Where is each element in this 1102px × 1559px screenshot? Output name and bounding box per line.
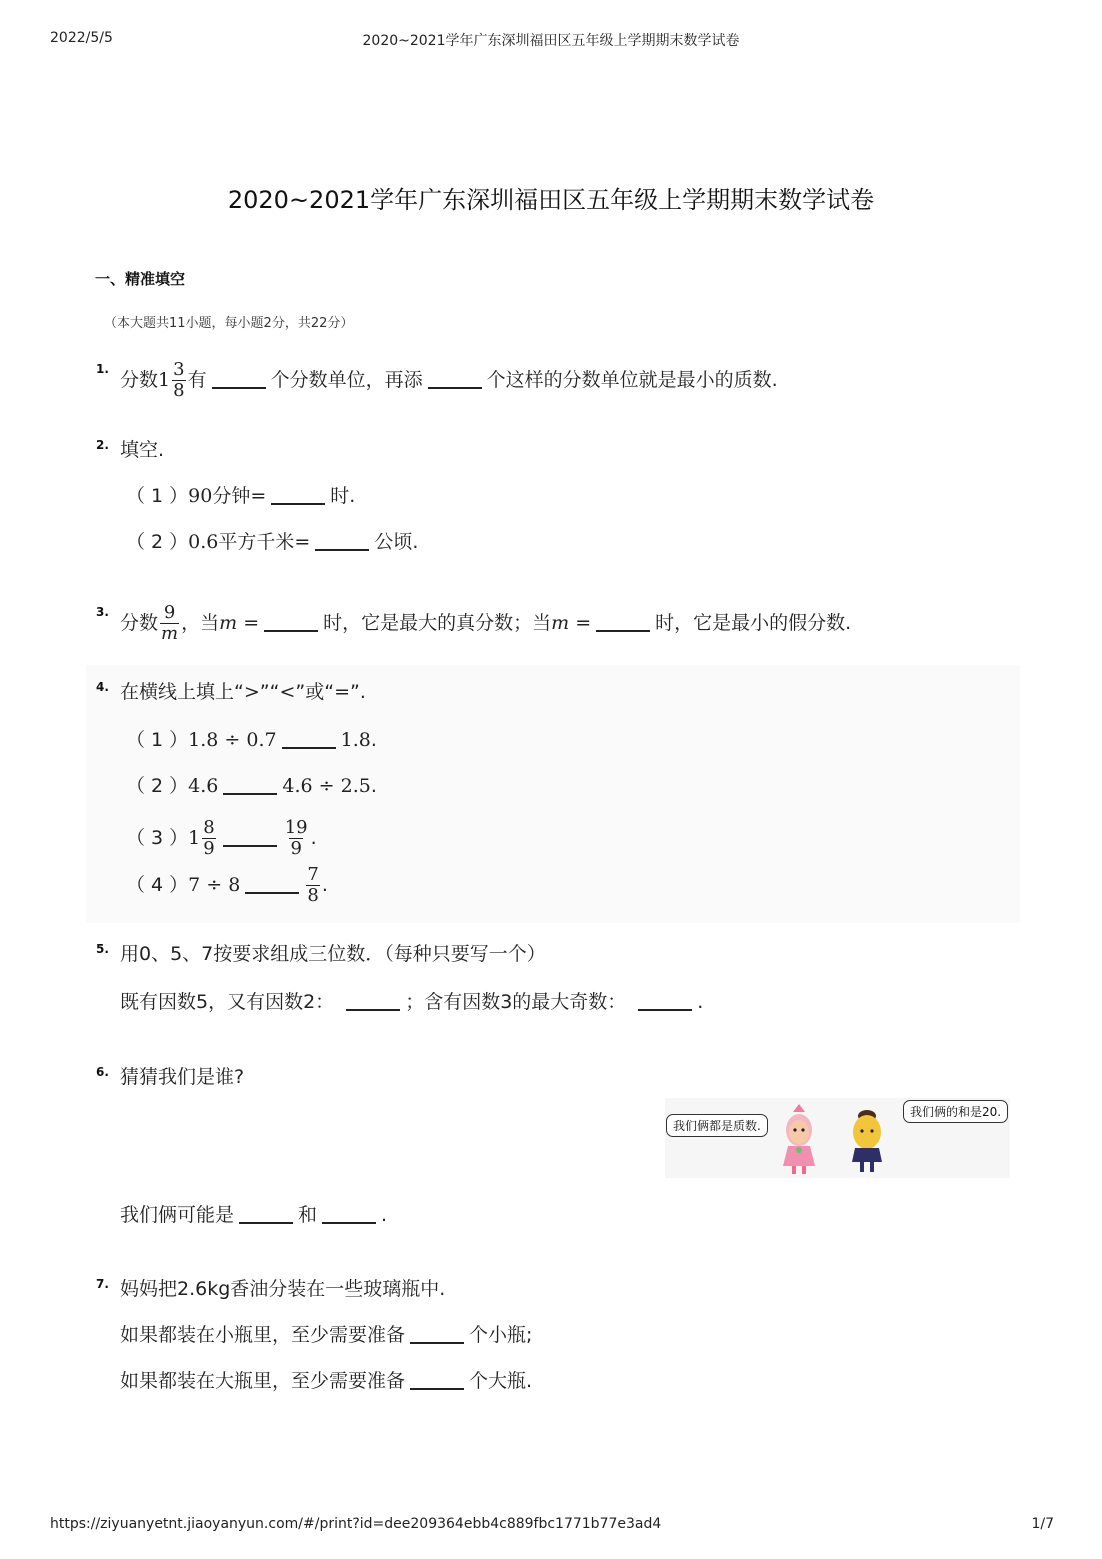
sub-question-3 xyxy=(126,818,317,859)
text: 既有因数5，又有因数2： xyxy=(120,991,335,1013)
sub-question-1 xyxy=(126,726,377,754)
section-description: （本大题共11小题，每小题2分，共22分） xyxy=(104,316,354,331)
text: 个小瓶; xyxy=(469,1324,533,1346)
speech-bubble-right: 我们俩的和是20. xyxy=(903,1100,1008,1123)
denominator: 8 xyxy=(307,885,319,906)
sub-question-2 xyxy=(126,528,418,556)
text: ”或“ xyxy=(295,681,335,703)
sub-label: （ 3 ） xyxy=(126,827,189,849)
denominator: 9 xyxy=(203,838,215,859)
equals: = xyxy=(575,612,592,634)
denominator: 8 xyxy=(173,380,185,401)
question-text xyxy=(120,1367,532,1395)
numerator: 19 xyxy=(284,817,308,838)
text: 平方千米 xyxy=(218,531,295,553)
answer-blank[interactable] xyxy=(264,630,318,632)
text: 和 xyxy=(298,1204,318,1226)
text: 有 xyxy=(187,369,207,391)
question-title: 妈妈把2.6kg香油分装在一些玻璃瓶中. xyxy=(120,1278,446,1300)
denominator: m xyxy=(161,623,179,644)
question-text xyxy=(120,1321,532,1349)
question-text xyxy=(120,988,703,1016)
document-title: 2020~2021学年广东深圳福田区五年级上学期期末数学试卷 xyxy=(227,186,875,214)
print-date: 2022/5/5 xyxy=(50,30,113,46)
print-header-title: 2020~2021学年广东深圳福田区五年级上学期期末数学试卷 xyxy=(362,33,740,49)
answer-blank[interactable] xyxy=(596,630,650,632)
text: 分数 xyxy=(120,369,159,391)
expression: 4.6 ÷ 2.5 xyxy=(282,775,371,797)
symbol: < xyxy=(279,681,296,703)
question-number: 5. xyxy=(96,942,109,956)
answer-blank[interactable] xyxy=(245,892,299,894)
sub-question-4 xyxy=(126,865,328,906)
value: 0.6 xyxy=(188,531,219,553)
sub-question-1 xyxy=(126,482,355,510)
symbol: > xyxy=(243,681,260,703)
fraction xyxy=(160,603,179,644)
answer-blank[interactable] xyxy=(410,1342,464,1344)
section-title: 一、精准填空 xyxy=(95,270,186,288)
question-text xyxy=(120,1201,387,1229)
question-title xyxy=(120,678,366,706)
question-number: 7. xyxy=(96,1277,109,1291)
question-title: 猜猜我们是谁? xyxy=(120,1066,245,1088)
text: ”. xyxy=(349,681,366,703)
answer-blank[interactable] xyxy=(282,747,336,749)
question-number: 2. xyxy=(96,438,109,452)
text: 个这样的分数单位就是最小的质数. xyxy=(486,369,778,391)
print-url: https://ziyuanyetnt.jiaoyanyun.com/#/print?id=dee209364ebb4c889fbc1771b77e3ad4 xyxy=(50,1516,662,1532)
answer-blank[interactable] xyxy=(223,793,277,795)
sub-label: （ 2 ） xyxy=(126,531,189,553)
text: 我们俩可能是 xyxy=(120,1204,235,1226)
question-number: 6. xyxy=(96,1065,109,1079)
page-number: 1/7 xyxy=(1031,1516,1054,1532)
fraction xyxy=(202,818,215,859)
fraction xyxy=(306,865,319,906)
answer-blank[interactable] xyxy=(410,1388,464,1390)
cartoon-illustration xyxy=(665,1098,1010,1178)
text: 时，它是最小的假分数. xyxy=(655,612,852,634)
value: 90 xyxy=(188,485,213,507)
question-number: 4. xyxy=(96,680,109,694)
variable: m xyxy=(219,612,238,634)
text: 个大瓶. xyxy=(469,1370,533,1392)
text: 公顷. xyxy=(374,531,419,553)
text: ；含有因数3的最大奇数： xyxy=(405,991,627,1013)
expression: 7 ÷ 8 xyxy=(188,874,241,896)
variable: m xyxy=(551,612,570,634)
text: 分数 xyxy=(120,612,159,634)
answer-blank[interactable] xyxy=(428,387,482,389)
answer-blank[interactable] xyxy=(638,1009,692,1011)
expression: 4.6 xyxy=(188,775,219,797)
sub-label: （ 1 ） xyxy=(126,729,189,751)
sub-label: （ 1 ） xyxy=(126,485,189,507)
text: ”“ xyxy=(259,681,280,703)
equals: = xyxy=(294,531,311,553)
answer-blank[interactable] xyxy=(346,1009,400,1011)
text: 时. xyxy=(330,485,356,507)
expression: 1.8 ÷ 0.7 xyxy=(188,729,277,751)
sub-label: （ 2 ） xyxy=(126,775,189,797)
text: . xyxy=(370,729,377,751)
answer-blank[interactable] xyxy=(239,1222,293,1224)
text: . xyxy=(381,1204,388,1226)
numerator: 9 xyxy=(163,602,176,623)
text: 时，它是最大的真分数；当 xyxy=(323,612,552,634)
symbol: = xyxy=(334,681,350,703)
question-title: 填空. xyxy=(120,439,165,461)
question-title: 用0、5、7按要求组成三位数．（每种只要写一个） xyxy=(120,943,546,965)
expression: 1.8 xyxy=(340,729,371,751)
numerator: 3 xyxy=(173,359,185,380)
text: 如果都装在小瓶里，至少需要准备 xyxy=(120,1324,406,1346)
numerator: 7 xyxy=(307,864,319,885)
text: 在横线上填上“ xyxy=(120,681,244,703)
sub-label: （ 4 ） xyxy=(126,874,189,896)
numerator: 8 xyxy=(203,817,215,838)
sub-question-2 xyxy=(126,772,377,800)
text: . xyxy=(321,874,328,896)
question-number: 1. xyxy=(96,362,109,376)
answer-blank[interactable] xyxy=(315,549,369,551)
text: . xyxy=(310,827,317,849)
mixed-whole: 1 xyxy=(158,369,171,391)
text: 分钟 xyxy=(212,485,251,507)
text: ，当 xyxy=(181,612,220,634)
fraction xyxy=(172,360,185,401)
question-text xyxy=(120,360,778,401)
denominator: 9 xyxy=(290,838,302,859)
question-text xyxy=(120,603,851,644)
answer-blank[interactable] xyxy=(223,845,277,847)
mixed-whole: 1 xyxy=(188,827,201,849)
answer-blank[interactable] xyxy=(322,1222,376,1224)
speech-bubble-left: 我们俩都是质数. xyxy=(666,1114,768,1137)
equals: = xyxy=(250,485,267,507)
text: . xyxy=(697,991,704,1013)
answer-blank[interactable] xyxy=(212,387,266,389)
text: . xyxy=(370,775,377,797)
answer-blank[interactable] xyxy=(271,503,325,505)
fraction xyxy=(284,818,309,859)
text: 个分数单位，再添 xyxy=(270,369,423,391)
equals: = xyxy=(243,612,260,634)
question-number: 3. xyxy=(96,605,109,619)
text: 如果都装在大瓶里，至少需要准备 xyxy=(120,1370,406,1392)
